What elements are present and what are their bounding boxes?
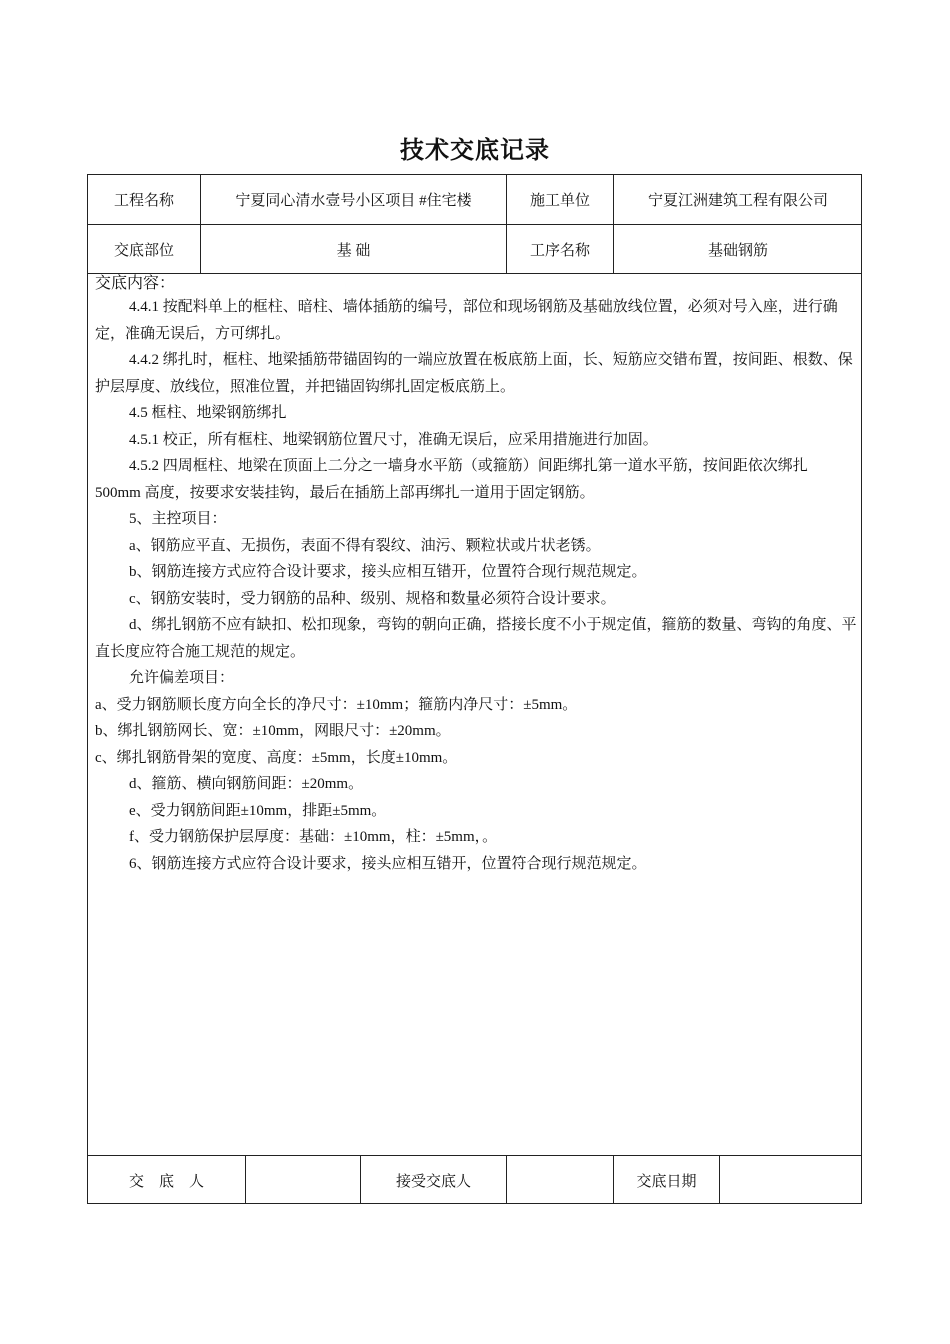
presenter-value[interactable] [246, 1156, 360, 1204]
presenter-label: 交 底 人 [128, 1173, 204, 1190]
content-paragraph: 6、钢筋连接方式应符合设计要求，接头应相互错开，位置符合现行规范规定。 [129, 855, 647, 872]
date-label: 交底日期 [636, 1173, 697, 1190]
content-paragraph: c、绑扎钢筋骨架的宽度、高度：±5mm，长度±10mm。 [95, 749, 458, 766]
content-paragraph: 5、主控项目： [129, 511, 227, 527]
project-name-label: 工程名称 [113, 193, 174, 209]
content-paragraph: 4.5 框柱、地梁钢筋绑扎 [129, 405, 287, 421]
content-paragraph: 允许偏差项目： [129, 670, 235, 686]
receiver-label: 接受交底人 [395, 1173, 471, 1190]
content-paragraph: b、钢筋连接方式应符合设计要求，接头应相互错开，位置符合现行规范规定。 [129, 564, 647, 580]
receiver-value[interactable] [507, 1156, 613, 1204]
section-label: 交底部位 [113, 242, 174, 259]
content-paragraph: a、受力钢筋顺长度方向全长的净尺寸：±10mm；箍筋内净尺寸：±5mm。 [95, 696, 578, 713]
content-paragraph: 4.5.1 校正，所有框柱、地梁钢筋位置尺寸，准确无误后，应采用措施进行加固。 [129, 431, 658, 448]
document-title: 技术交底记录 [400, 138, 550, 164]
content-paragraph: 4.4.2 绑扎时，框柱、地梁插筋带锚固钩的一端应放置在板底筋上面，长、短筋应交错布置，按间距、根数、保护层厚度、放线位，照准位置，并把锚固钩绑扎固定板底筋上。 [95, 352, 853, 395]
contractor-value: 宁夏江洲建筑工程有限公司 [647, 193, 828, 209]
content-heading: 交底内容： [95, 275, 176, 292]
content-paragraph: a、钢筋应平直、无损伤，表面不得有裂纹、油污、颗粒状或片状老锈。 [129, 537, 601, 554]
content-paragraph: c、钢筋安装时，受力钢筋的品种、级别、规格和数量必须符合设计要求。 [129, 590, 616, 607]
content-paragraph: d、绑扎钢筋不应有缺扣、松扣现象，弯钩的朝向正确，搭接长度不小于规定值，箍筋的数量、弯钩的角度、平直长度应符合施工规范的规定。 [95, 617, 857, 660]
content-paragraph: d、箍筋、横向钢筋间距：±20mm。 [129, 776, 364, 792]
project-name-value: 宁夏同心清水壹号小区项目 #住宅楼 [235, 193, 472, 209]
content-paragraph: e、受力钢筋间距±10mm，排距±5mm。 [129, 802, 387, 819]
process-value: 基础钢筋 [707, 242, 768, 259]
process-label: 工序名称 [529, 242, 590, 259]
disclosure-content [95, 274, 857, 877]
date-value[interactable] [720, 1156, 862, 1204]
content-paragraph: b、绑扎钢筋网长、宽：±10mm，网眼尺寸：±20mm。 [95, 723, 451, 739]
content-paragraph: 4.4.1 按配料单上的框柱、暗柱、墙体插筋的编号，部位和现场钢筋及基础放线位置，必须对号入座，进行确定，准确无误后，方可绑扎。 [95, 299, 838, 342]
content-paragraph: 4.5.2 四周框柱、地梁在顶面上二分之一墙身水平筋（或箍筋）间距绑扎第一道水平筋，按间距依次绑扎 500mm 高度，按要求安装挂钩，最后在插筋上部再绑扎一道用于固定钢筋。 [95, 458, 808, 501]
contractor-label: 施工单位 [529, 193, 590, 209]
content-paragraph: f、受力钢筋保护层厚度：基础：±10mm，柱：±5mm，。 [129, 829, 498, 845]
section-value: 基 础 [336, 242, 371, 259]
